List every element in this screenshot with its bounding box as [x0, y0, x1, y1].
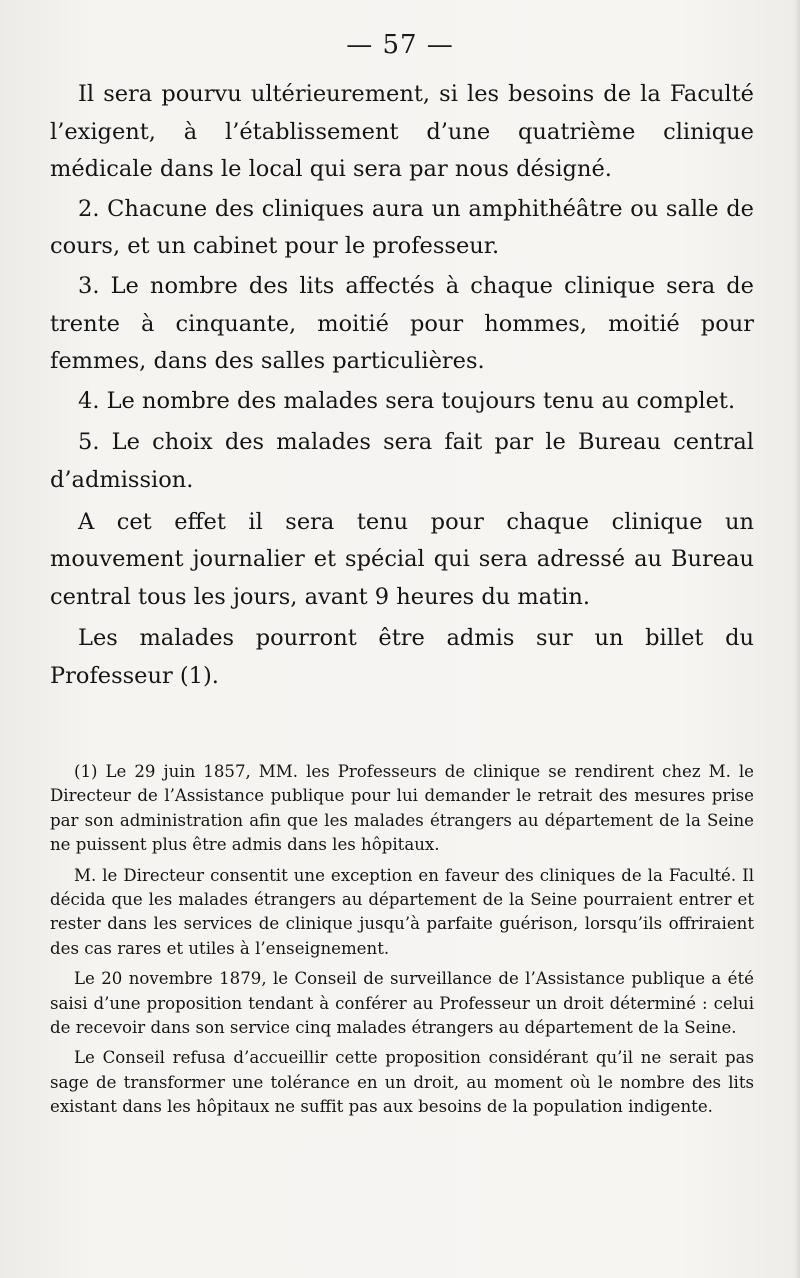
paragraph-article-2: 2. Chacune des cliniques aura un amphithéâtre ou salle de cours, et un cabinet pour le professeur. — [50, 195, 754, 260]
footnote-paragraph: Le Conseil refusa d’accueillir cette proposition considérant qu’il ne serait pas sage de transformer une tolérance en un droit, au moment où le nombre des lits existant dans les hôpitaux ne suffit pas aux besoins de la population indigente. — [50, 1048, 754, 1117]
paragraph-movement: A cet effet il sera tenu pour chaque clinique un mouvement journalier et spécial qui sera adressé au Bureau central tous les jours, avant 9 heures du matin. — [50, 508, 754, 610]
main-text — [50, 76, 754, 698]
paragraph-intro: Il sera pourvu ultérieurement, si les besoins de la Faculté l’exigent, à l’établissement d’une quatrième clinique médicale dans le local qui sera par nous désigné. — [50, 81, 754, 183]
footnote-paragraph: (1) Le 29 juin 1857, MM. les Professeurs de clinique se rendirent chez M. le Directeur de l’Assistance publique pour lui demander le retrait des mesures prise par son administration afin que les malades étrangers au département de la Seine ne puissent plus être admis dans les hôpitaux. — [50, 762, 754, 855]
footnotes — [50, 760, 754, 1126]
paragraph-article-4: 4. Le nombre des malades sera toujours tenu au complet. — [78, 387, 736, 414]
paragraph-admission: Les malades pourront être admis sur un billet du Professeur (1). — [50, 625, 754, 689]
page-edge-shadow — [794, 0, 800, 1278]
footnote-paragraph: M. le Directeur consentit une exception en faveur des cliniques de la Faculté. Il décida que les malades étrangers au département de la Seine pourraient entrer et rester dans les services de clinique jusqu’à parfaite guérison, lorsqu’ils offriraient des cas rares et utiles à l’enseignement. — [50, 865, 754, 958]
paragraph-article-5: 5. Le choix des malades sera fait par le Bureau central d’admission. — [50, 429, 754, 493]
page-number: — 57 — — [346, 30, 454, 60]
paragraph-article-3: 3. Le nombre des lits affectés à chaque clinique sera de trente à cinquante, moitié pour hommes, moitié pour femmes, dans des salles particulières. — [50, 272, 754, 375]
footnote-paragraph: Le 20 novembre 1879, le Conseil de surveillance de l’Assistance publique a été saisi d’une proposition tendant à conférer au Professeur un droit déterminé : celui de recevoir dans son service cinq malades étrangers au département de la Seine. — [50, 969, 754, 1038]
